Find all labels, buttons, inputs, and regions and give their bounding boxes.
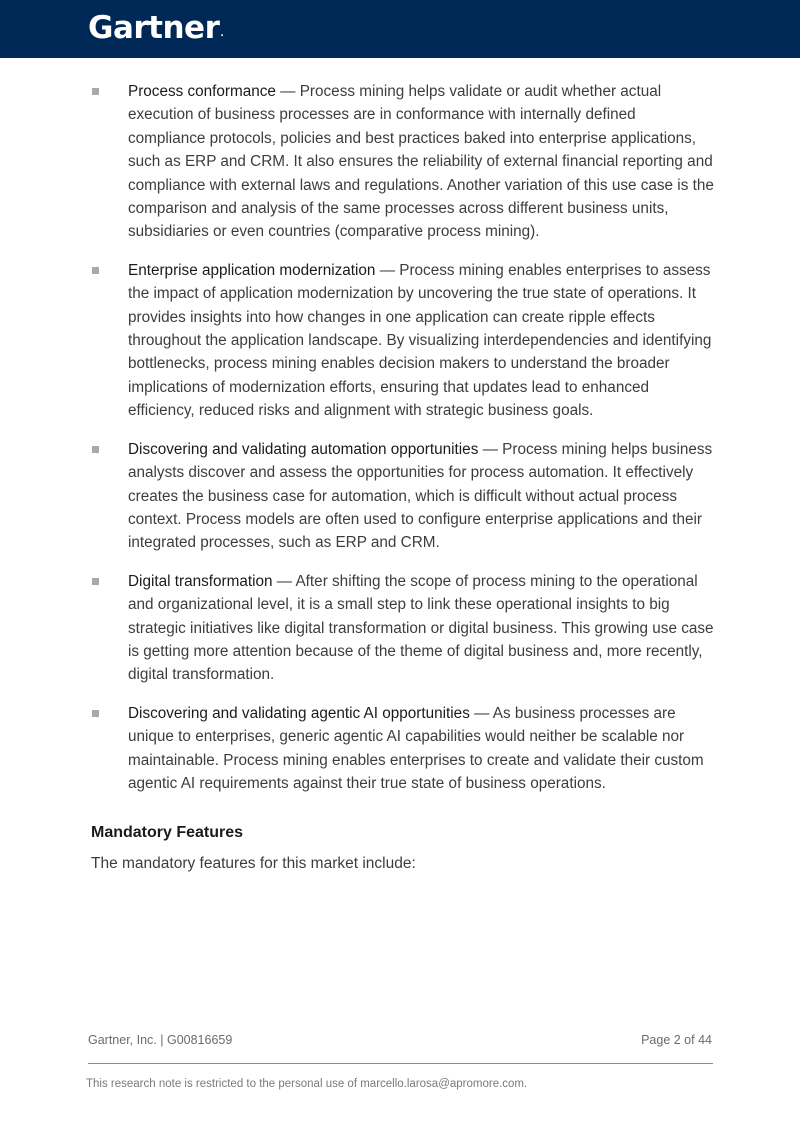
use-case-list (91, 80, 716, 795)
square-bullet-icon (92, 88, 99, 95)
bullet-term: Digital transformation (128, 572, 273, 590)
bullet-separator: — (272, 572, 296, 590)
bullet-separator: — (469, 704, 493, 722)
footer-document-id: Gartner, Inc. | G00816659 (88, 1033, 233, 1047)
bullet-text: Process mining enables enterprises to assess the impact of application modernization by uncovering the true state of operations. It provides insights into how changes in one application can create ripple effects throughout the application landscape. By visualizing interdependencies and identifying bottlenecks, process mining enables decision makers to understand the broader implications of modernization efforts, ensuring that updates lead to enhanced efficiency, reduced risks and alignment with strategic business goals. (128, 261, 712, 420)
list-item (91, 570, 716, 687)
bullet-term: Discovering and validating agentic AI opportunities (128, 704, 470, 722)
section-intro: The mandatory features for this market include: (91, 855, 416, 873)
square-bullet-icon (92, 710, 99, 717)
bullet-term: Process conformance (128, 83, 276, 100)
page-content (91, 80, 716, 875)
bullet-text: Process mining helps business analysts discover and assess the opportunities for process automation. It effectively creates the business case for automation, which is difficult without actual process context. Process models are often used to configure enterprise applications and their integrated processes, such as ERP and CRM. (128, 440, 713, 552)
list-item (91, 259, 716, 423)
restriction-notice: This research note is restricted to the personal use of marcello.larosa@apromore.com. (86, 1078, 528, 1090)
bullet-separator: — (375, 261, 400, 279)
bullet-text: After shifting the scope of process mining to the operational and organizational level, it is a small step to link these operational insights to big strategic initiatives like digital transformation or digital business. This growing use case is getting more attention because of the theme of digital business and, more recently, digital transformation. (128, 572, 714, 684)
square-bullet-icon (92, 446, 99, 453)
gartner-logo (88, 8, 223, 54)
bullet-text: Process mining helps validate or audit whether actual execution of business processes are in conformance with internally defined compliance protocols, policies and best practices baked into enterprise applications, such as ERP and CRM. It also ensures the reliability of external financial reporting and compliance with external laws and regulations. Another variation of this use case is the comparison and analysis of the same processes across different business units, subsidiaries or even countries (comparative process mining). (128, 83, 714, 241)
bullet-term: Enterprise application modernization (128, 261, 376, 279)
logo-mark: . (220, 29, 224, 39)
list-item (91, 80, 716, 244)
square-bullet-icon (92, 267, 99, 274)
section-heading: Mandatory Features (91, 824, 244, 842)
list-item (91, 702, 716, 796)
page-header (0, 0, 800, 58)
logo-text: Gartner (88, 10, 220, 46)
bullet-text: As business processes are unique to enterprises, generic agentic AI capabilities would neither be scalable nor maintainable. Process mining enables enterprises to create and validate their custom agentic AI requirements against their true state of business operations. (128, 704, 704, 792)
bullet-term: Discovering and validating automation opportunities (128, 440, 479, 458)
bullet-separator: — (275, 83, 300, 100)
footer-page-number: Page 2 of 44 (641, 1033, 712, 1047)
bullet-separator: — (478, 440, 503, 458)
square-bullet-icon (92, 578, 99, 585)
list-item (91, 438, 716, 555)
footer-divider (88, 1063, 713, 1064)
